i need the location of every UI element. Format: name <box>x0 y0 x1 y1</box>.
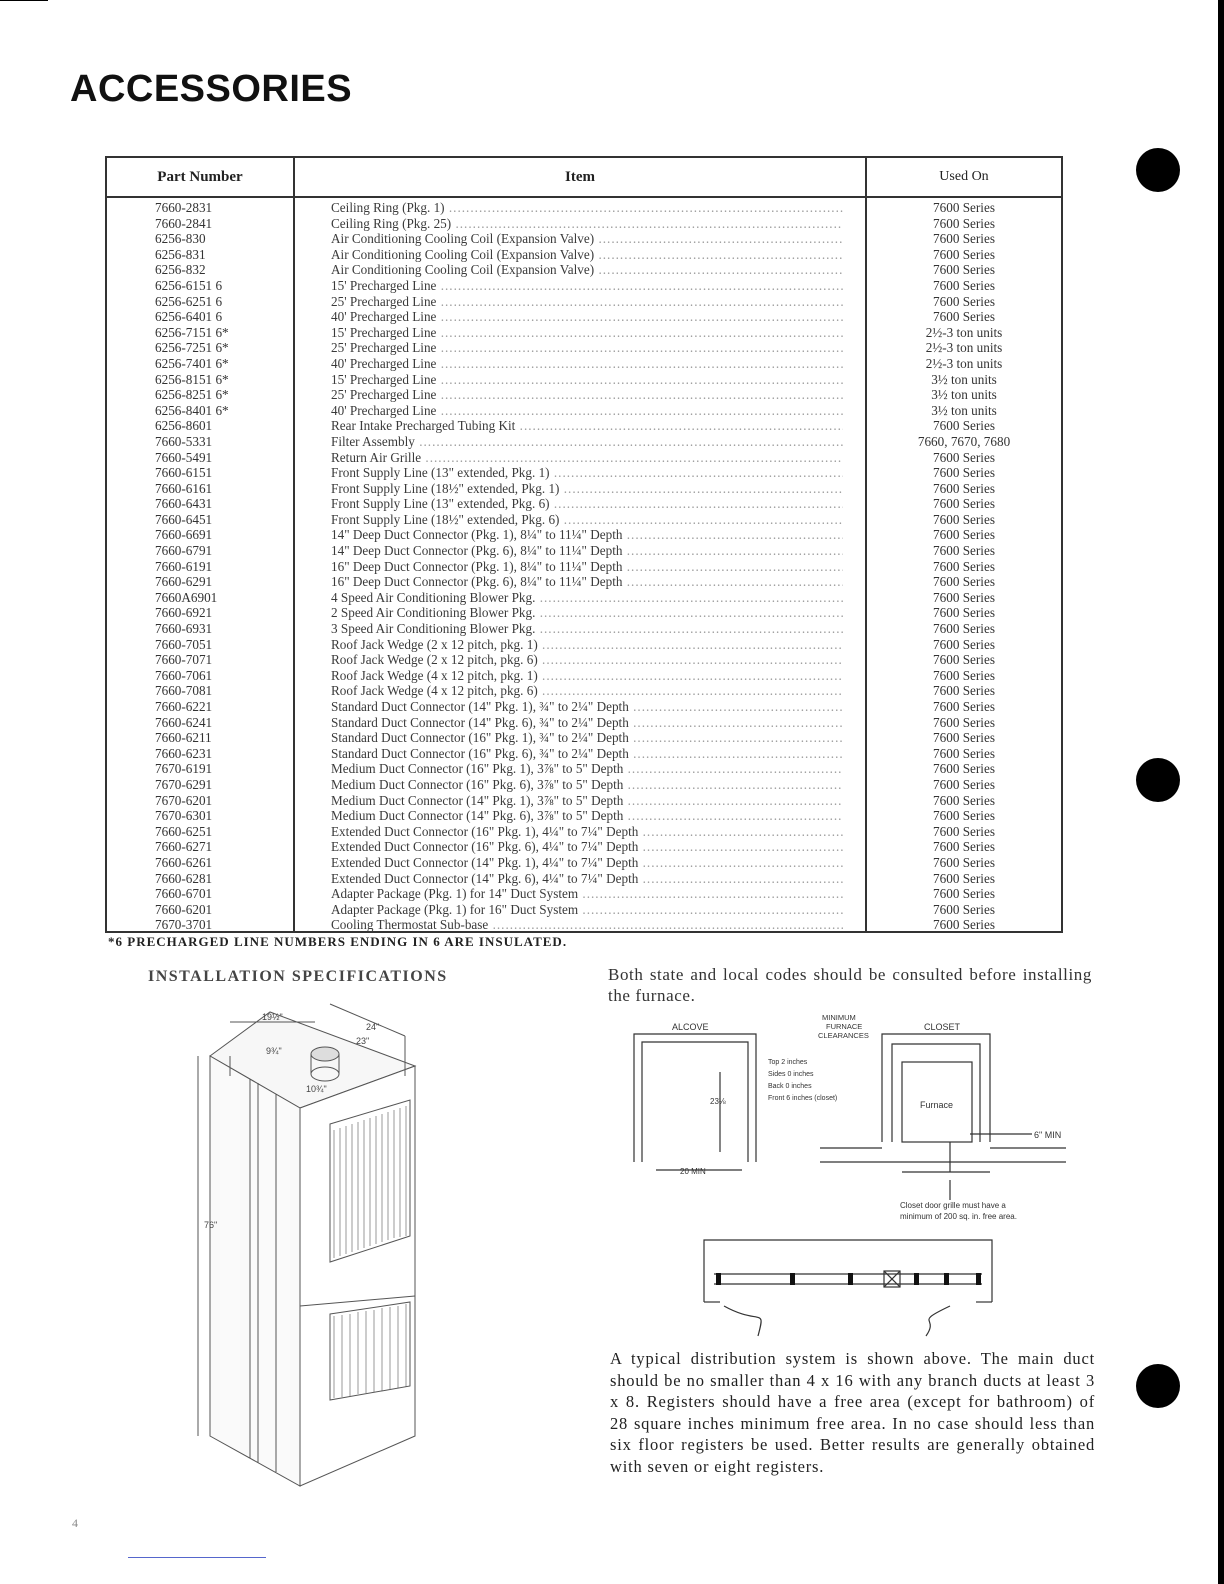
used-on-cell: 7600 Series <box>933 418 995 434</box>
part-number-cell: 7660-6201 <box>155 901 213 917</box>
item-cell: Extended Duct Connector (16" Pkg. 1), 4¼" to 7¼" Depth ..... <box>331 824 843 840</box>
item-cell: Rear Intake Precharged Tubing Kit ..... <box>331 418 843 434</box>
part-number-cell: 7660-6211 <box>155 730 212 746</box>
used-on-cell: 7600 Series <box>933 543 995 559</box>
part-number-cell: 6256-832 <box>155 262 206 278</box>
item-cell: 25' Precharged Line ..... <box>331 294 843 310</box>
front-clearance: 6" MIN <box>1034 1130 1062 1140</box>
part-number-cell: 7670-6301 <box>155 808 213 824</box>
page-edge <box>1218 0 1224 1584</box>
dim-depth-inner: 23" <box>356 1036 370 1046</box>
item-cell: Standard Duct Connector (16" Pkg. 1), ¾" to 2¼" Depth ..... <box>331 730 843 746</box>
item-cell: Medium Duct Connector (16" Pkg. 1), 3⅞" to 5" Depth ..... <box>331 761 843 777</box>
item-cell: Adapter Package (Pkg. 1) for 16" Duct System ..... <box>331 902 843 918</box>
used-on-cell: 7600 Series <box>933 511 995 527</box>
table-row <box>107 543 1061 559</box>
used-on-cell: 2½-3 ton units <box>925 324 1003 340</box>
table-row <box>107 590 1061 606</box>
item-cell: Standard Duct Connector (14" Pkg. 6), ¾" to 2¼" Depth ..... <box>331 715 843 731</box>
part-number-cell: 7660-6791 <box>155 543 213 559</box>
item-cell: Roof Jack Wedge (4 x 12 pitch, pkg. 6) ..... <box>331 683 843 699</box>
table-row <box>107 294 1061 310</box>
part-number-cell: 7660-5331 <box>155 433 213 449</box>
codes-text: Both state and local codes should be consulted before installing the furnace. <box>608 965 1092 1005</box>
part-number-cell: 7670-6291 <box>155 776 213 792</box>
item-cell: Cooling Thermostat Sub-base ..... <box>331 917 843 933</box>
used-on-cell: 7600 Series <box>933 215 995 231</box>
table-row <box>107 372 1061 388</box>
dim-vent-depth: 10¾" <box>306 1084 327 1094</box>
binder-hole <box>1136 758 1180 802</box>
table-row <box>107 652 1061 668</box>
binder-hole <box>1136 148 1180 192</box>
part-number-cell: 7660-6281 <box>155 870 213 886</box>
part-number-cell: 6256-6251 6 <box>155 293 223 309</box>
table-row <box>107 808 1061 824</box>
item-cell: 14" Deep Duct Connector (Pkg. 6), 8¼" to 11¼" Depth ..... <box>331 543 843 559</box>
distribution-text: A typical distribution system is shown above. The main duct should be no smaller than 4 x 16 with any branch ducts at least 3 x 8. Registers should have a free area (except for bathroom) of 28 square inches minimum free area. In no case should less than six floor registers be used. Better results are generally obtained with seven or eight registers. <box>610 1349 1095 1476</box>
dim-width: 19½" <box>262 1012 283 1022</box>
part-number-cell: 7660-6161 <box>155 480 213 496</box>
part-number-cell: 6256-8601 <box>155 418 213 434</box>
table-row <box>107 839 1061 855</box>
table-row <box>107 278 1061 294</box>
used-on-cell: 7600 Series <box>933 761 995 777</box>
table-row <box>107 559 1061 575</box>
accessories-table <box>105 156 1063 933</box>
table-row <box>107 574 1061 590</box>
part-number-cell: 6256-6151 6 <box>155 277 223 293</box>
item-cell: Roof Jack Wedge (2 x 12 pitch, pkg. 6) ..... <box>331 652 843 668</box>
part-number-cell: 7670-6201 <box>155 792 213 808</box>
used-on-cell: 7600 Series <box>933 605 995 621</box>
item-cell: Adapter Package (Pkg. 1) for 14" Duct System ..... <box>331 886 843 902</box>
item-cell: Return Air Grille ..... <box>331 450 843 466</box>
table-row <box>107 668 1061 684</box>
item-cell: 16" Deep Duct Connector (Pkg. 6), 8¼" to 11¼" Depth ..... <box>331 574 843 590</box>
dim-depth-outer: 24" <box>366 1022 380 1032</box>
clearances-title-2: FURNACE <box>826 1022 863 1031</box>
closet-label: CLOSET <box>924 1022 961 1032</box>
used-on-cell: 2½-3 ton units <box>925 340 1003 356</box>
item-cell: 25' Precharged Line ..... <box>331 340 843 356</box>
item-cell: 40' Precharged Line ..... <box>331 403 843 419</box>
used-on-cell: 7600 Series <box>933 277 995 293</box>
item-cell: 15' Precharged Line ..... <box>331 278 843 294</box>
part-number-cell: 7660-6691 <box>155 527 213 543</box>
used-on-cell: 7600 Series <box>933 231 995 247</box>
used-on-cell: 7600 Series <box>933 776 995 792</box>
used-on-cell: 7660, 7670, 7680 <box>917 433 1011 449</box>
used-on-cell: 7600 Series <box>933 262 995 278</box>
table-row <box>107 902 1061 918</box>
table-row <box>107 777 1061 793</box>
table-row <box>107 418 1061 434</box>
item-cell: Medium Duct Connector (14" Pkg. 1), 3⅞" to 5" Depth ..... <box>331 793 843 809</box>
table-row <box>107 450 1061 466</box>
used-on-cell: 7600 Series <box>933 667 995 683</box>
item-cell: 4 Speed Air Conditioning Blower Pkg. ..... <box>331 590 843 606</box>
item-cell: Air Conditioning Cooling Coil (Expansion Valve) ..... <box>331 231 843 247</box>
column-header-item: Item <box>295 158 867 198</box>
grille-note-1: Closet door grille must have a <box>900 1201 1006 1210</box>
item-cell: 3 Speed Air Conditioning Blower Pkg. ..... <box>331 621 843 637</box>
distribution-diagram <box>700 1236 1000 1342</box>
table-row <box>107 761 1061 777</box>
alcove-label: ALCOVE <box>672 1022 709 1032</box>
clearance-front: Front 6 inches (closet) <box>768 1095 838 1102</box>
used-on-cell: 7600 Series <box>933 886 995 902</box>
table-row <box>107 309 1061 325</box>
table-row <box>107 730 1061 746</box>
part-number-cell: 7660-6261 <box>155 854 213 870</box>
clearances-title-3: CLEARANCES <box>818 1031 869 1040</box>
used-on-cell: 7600 Series <box>933 854 995 870</box>
used-on-cell: 7600 Series <box>933 558 995 574</box>
table-row <box>107 262 1061 278</box>
column-header-used-on: Used On <box>867 158 1061 198</box>
used-on-cell: 7600 Series <box>933 730 995 746</box>
clearance-top: Top 2 inches <box>768 1059 808 1066</box>
part-number-cell: 7660-5491 <box>155 449 213 465</box>
table-row <box>107 200 1061 216</box>
used-on-cell: 7600 Series <box>933 870 995 886</box>
item-cell: 25' Precharged Line ..... <box>331 387 843 403</box>
part-number-cell: 7660-7071 <box>155 652 213 668</box>
item-cell: Filter Assembly ..... <box>331 434 843 450</box>
part-number-cell: 7660-6701 <box>155 886 213 902</box>
part-number-cell: 7660-6241 <box>155 714 213 730</box>
part-number-cell: 7660-2841 <box>155 215 213 231</box>
dim-height: 76" <box>204 1220 218 1230</box>
used-on-cell: 7600 Series <box>933 621 995 637</box>
table-row <box>107 247 1061 263</box>
part-number-cell: 7660-6221 <box>155 699 213 714</box>
item-cell: Air Conditioning Cooling Coil (Expansion Valve) ..... <box>331 247 843 263</box>
alcove-depth: 23⅛ <box>710 1097 726 1106</box>
part-number-cell: 7660-6931 <box>155 621 213 637</box>
table-row <box>107 356 1061 372</box>
table-row <box>107 855 1061 871</box>
part-number-cell: 6256-7401 6* <box>155 355 229 371</box>
page-title: ACCESSORIES <box>70 68 353 110</box>
item-cell: Front Supply Line (18½" extended, Pkg. 6) ..... <box>331 512 843 528</box>
item-cell: 16" Deep Duct Connector (Pkg. 1), 8¼" to 11¼" Depth ..... <box>331 559 843 575</box>
bottom-rule <box>128 1557 266 1558</box>
table-row <box>107 340 1061 356</box>
clearance-sides: Sides 0 inches <box>768 1071 814 1078</box>
table-row <box>107 683 1061 699</box>
used-on-cell: 3½ ton units <box>931 387 997 403</box>
used-on-cell: 7600 Series <box>933 714 995 730</box>
used-on-cell: 7600 Series <box>933 589 995 605</box>
table-row <box>107 605 1061 621</box>
used-on-cell: 7600 Series <box>933 839 995 855</box>
part-number-cell: 6256-8251 6* <box>155 387 229 403</box>
table-row <box>107 527 1061 543</box>
part-number-cell: 7660-6921 <box>155 605 213 621</box>
clearance-diagram <box>620 1012 1090 1227</box>
used-on-cell: 7600 Series <box>933 636 995 652</box>
table-row <box>107 434 1061 450</box>
table-body <box>107 200 1061 933</box>
item-cell: Front Supply Line (13" extended, Pkg. 6) ..... <box>331 496 843 512</box>
table-row <box>107 699 1061 715</box>
part-number-cell: 7660-7051 <box>155 636 213 652</box>
table-row <box>107 637 1061 653</box>
used-on-cell: 7600 Series <box>933 808 995 824</box>
installation-title: INSTALLATION SPECIFICATIONS <box>148 968 448 985</box>
used-on-cell: 7600 Series <box>933 823 995 839</box>
item-cell: Front Supply Line (18½" extended, Pkg. 1) ..... <box>331 481 843 497</box>
used-on-cell: 3½ ton units <box>931 371 997 387</box>
item-cell: 2 Speed Air Conditioning Blower Pkg. ..... <box>331 605 843 621</box>
used-on-cell: 7600 Series <box>933 293 995 309</box>
part-number-cell: 7660-6451 <box>155 511 213 527</box>
part-number-cell: 7660-2831 <box>155 200 213 215</box>
table-row <box>107 871 1061 887</box>
corner-mark <box>0 0 48 1</box>
item-cell: 15' Precharged Line ..... <box>331 325 843 341</box>
used-on-cell: 7600 Series <box>933 901 995 917</box>
used-on-cell: 7600 Series <box>933 246 995 262</box>
item-cell: 40' Precharged Line ..... <box>331 309 843 325</box>
furnace-label: Furnace <box>920 1100 954 1110</box>
page-number: 4 <box>72 1516 78 1530</box>
grille-note-2: minimum of 200 sq. in. free area. <box>900 1212 1017 1221</box>
part-number-cell: 7660-6271 <box>155 839 213 855</box>
part-number-cell: 7660-6191 <box>155 558 213 574</box>
part-number-cell: 7660-6251 <box>155 823 213 839</box>
part-number-cell: 7660-6151 <box>155 465 213 481</box>
used-on-cell: 7600 Series <box>933 449 995 465</box>
table-row <box>107 216 1061 232</box>
table-row <box>107 917 1061 933</box>
part-number-cell: 6256-8401 6* <box>155 402 229 418</box>
furnace-drawing <box>190 996 450 1496</box>
clearances-title-1: MINIMUM <box>822 1013 856 1022</box>
part-number-cell: 6256-831 <box>155 246 206 262</box>
part-number-cell: 6256-830 <box>155 231 206 247</box>
clearance-back: Back 0 inches <box>768 1083 812 1090</box>
used-on-cell: 7600 Series <box>933 745 995 761</box>
item-cell: Roof Jack Wedge (2 x 12 pitch, pkg. 1) ..... <box>331 637 843 653</box>
item-cell: Ceiling Ring (Pkg. 1) ..... <box>331 200 843 216</box>
table-footnote: *6 PRECHARGED LINE NUMBERS ENDING IN 6 ARE INSULATED. <box>108 934 568 949</box>
item-cell: Extended Duct Connector (14" Pkg. 6), 4¼" to 7¼" Depth ..... <box>331 871 843 887</box>
used-on-cell: 2½-3 ton units <box>925 355 1003 371</box>
item-cell: 15' Precharged Line ..... <box>331 372 843 388</box>
part-number-cell: 6256-6401 6 <box>155 309 223 325</box>
table-row <box>107 793 1061 809</box>
part-number-cell: 7670-3701 <box>155 917 213 933</box>
item-cell: 14" Deep Duct Connector (Pkg. 1), 8¼" to 11¼" Depth ..... <box>331 527 843 543</box>
used-on-cell: 7600 Series <box>933 683 995 699</box>
table-row <box>107 465 1061 481</box>
used-on-cell: 7600 Series <box>933 527 995 543</box>
table-row <box>107 715 1061 731</box>
item-cell: 40' Precharged Line ..... <box>331 356 843 372</box>
item-cell: Ceiling Ring (Pkg. 25) ..... <box>331 216 843 232</box>
item-cell: Extended Duct Connector (16" Pkg. 6), 4¼" to 7¼" Depth ..... <box>331 839 843 855</box>
dim-vent-offset: 9¾" <box>266 1046 282 1056</box>
table-row <box>107 481 1061 497</box>
used-on-cell: 7600 Series <box>933 309 995 325</box>
alcove-width: 20 MIN <box>680 1167 706 1176</box>
binder-hole <box>1136 1364 1180 1408</box>
table-row <box>107 621 1061 637</box>
item-cell: Medium Duct Connector (14" Pkg. 6), 3⅞" to 5" Depth ..... <box>331 808 843 824</box>
item-cell: Standard Duct Connector (14" Pkg. 1), ¾" to 2¼" Depth ..... <box>331 699 843 715</box>
part-number-cell: 7670-6191 <box>155 761 213 777</box>
used-on-cell: 3½ ton units <box>931 402 997 418</box>
part-number-cell: 7660-6431 <box>155 496 213 512</box>
table-row <box>107 512 1061 528</box>
table-row <box>107 824 1061 840</box>
item-cell: Front Supply Line (13" extended, Pkg. 1) ..... <box>331 465 843 481</box>
table-row <box>107 231 1061 247</box>
table-row <box>107 746 1061 762</box>
used-on-cell: 7600 Series <box>933 465 995 481</box>
part-number-cell: 7660-6291 <box>155 574 213 590</box>
used-on-cell: 7600 Series <box>933 496 995 512</box>
table-row <box>107 496 1061 512</box>
table-row <box>107 403 1061 419</box>
part-number-cell: 7660-7081 <box>155 683 213 699</box>
item-cell: Standard Duct Connector (16" Pkg. 6), ¾" to 2¼" Depth ..... <box>331 746 843 762</box>
item-cell: Air Conditioning Cooling Coil (Expansion Valve) ..... <box>331 262 843 278</box>
used-on-cell: 7600 Series <box>933 699 995 714</box>
item-cell: Medium Duct Connector (16" Pkg. 6), 3⅞" to 5" Depth ..... <box>331 777 843 793</box>
column-header-part-number: Part Number <box>107 158 295 198</box>
used-on-cell: 7600 Series <box>933 792 995 808</box>
part-number-cell: 6256-7251 6* <box>155 340 229 356</box>
part-number-cell: 6256-8151 6* <box>155 371 229 387</box>
table-row <box>107 886 1061 902</box>
used-on-cell: 7600 Series <box>933 917 995 933</box>
table-row <box>107 387 1061 403</box>
part-number-cell: 7660-7061 <box>155 667 213 683</box>
used-on-cell: 7600 Series <box>933 200 995 215</box>
part-number-cell: 7660-6231 <box>155 745 213 761</box>
item-cell: Extended Duct Connector (14" Pkg. 1), 4¼" to 7¼" Depth ..... <box>331 855 843 871</box>
used-on-cell: 7600 Series <box>933 652 995 668</box>
item-cell: Roof Jack Wedge (4 x 12 pitch, pkg. 1) ..... <box>331 668 843 684</box>
used-on-cell: 7600 Series <box>933 574 995 590</box>
used-on-cell: 7600 Series <box>933 480 995 496</box>
part-number-cell: 7660A6901 <box>155 589 218 605</box>
table-row <box>107 325 1061 341</box>
part-number-cell: 6256-7151 6* <box>155 324 229 340</box>
